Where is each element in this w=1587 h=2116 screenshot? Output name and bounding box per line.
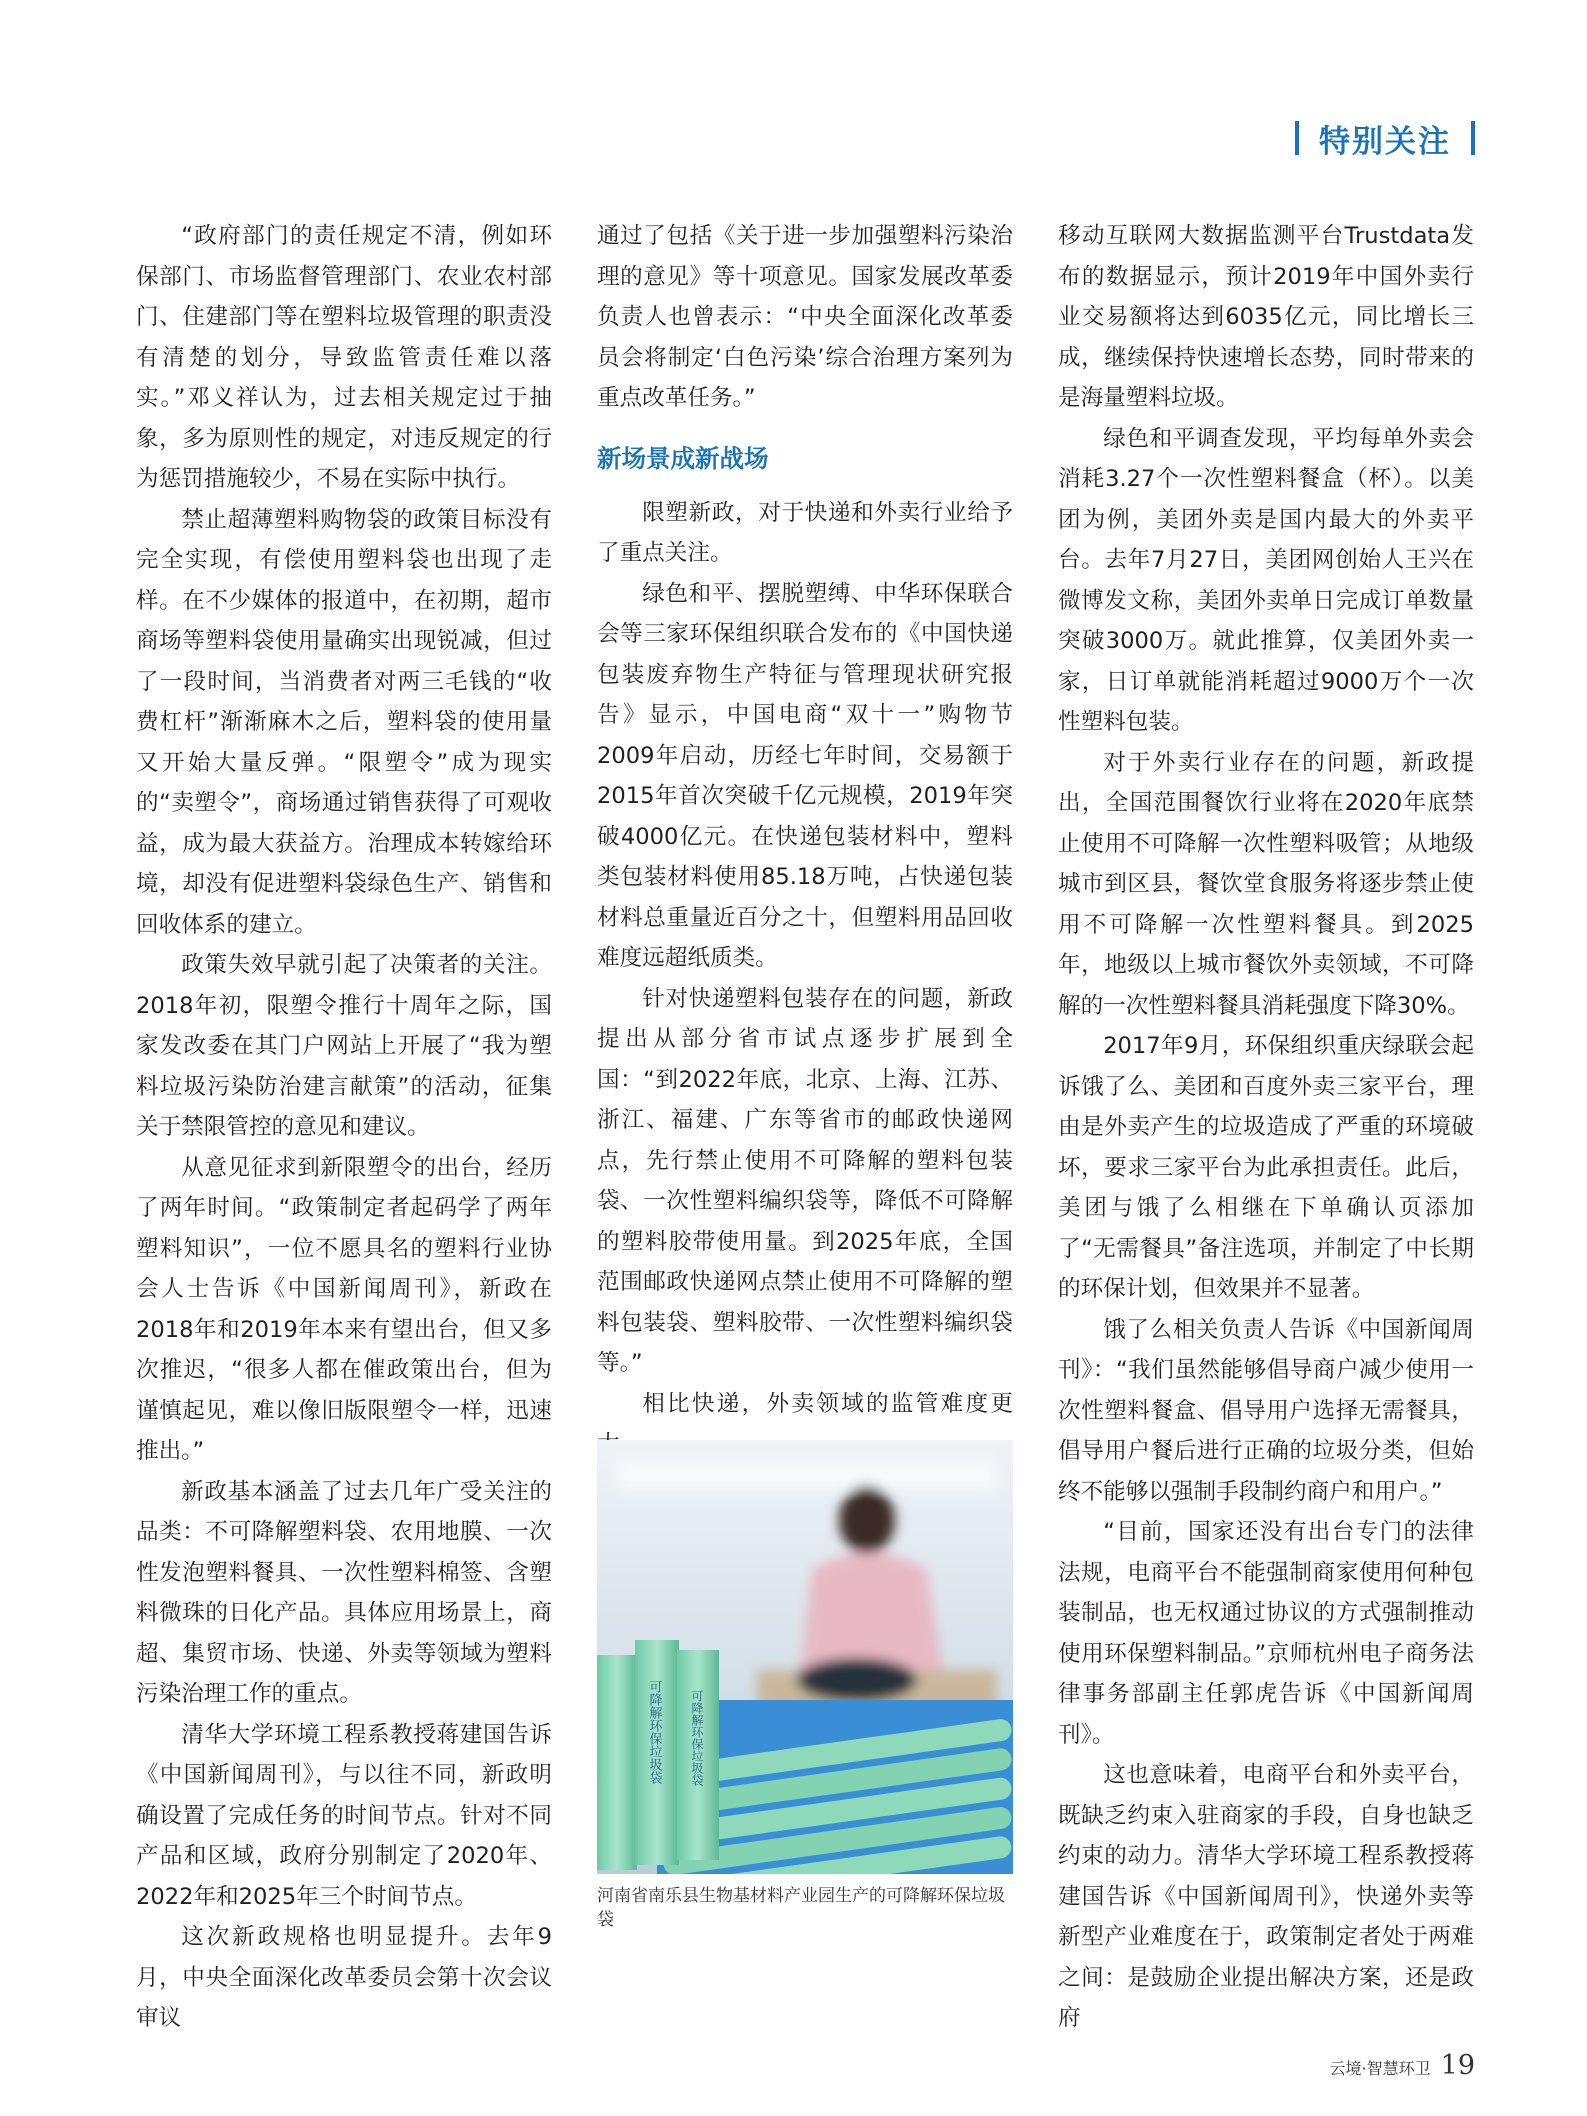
header-bar-right [1471, 121, 1475, 155]
paragraph: 饿了么相关负责人告诉《中国新闻周刊》：“我们虽然能够倡导商户减少使用一次性塑料餐盒、倡导用户选择无需餐具，倡导用户餐后进行正确的垃圾分类，但始终不能够以强制手段制约商户和用户。” [1058, 1316, 1474, 1505]
roll-label-2: 可降解环保垃圾袋 [690, 1690, 704, 1786]
subheading: 新场景成新战场 [597, 443, 769, 473]
paragraph: 这也意味着，电商平台和外卖平台，既缺乏约束入驻商家的手段，自身也缺乏约束的动力。清华大学环境工程系教授蒋建国告诉《中国新闻周刊》，快递外卖等新型产业难度在于，政策制定者处于两难之间：是鼓励企业提出解决方案，还是政府 [1058, 1762, 1474, 2031]
paragraph: 禁止超薄塑料购物袋的政策目标没有完全实现，有偿使用塑料袋也出现了走样。在不少媒体的报道中，在初期，超市商场等塑料袋使用量确实出现锐减，但过了一段时间，当消费者对两三毛钱的“收费杠杆”渐渐麻木之后，塑料袋的使用量又开始大量反弹。“限塑令”成为现实的“卖塑令”，商场通过销售获得了可观收益，成为最大获益方。治理成本转嫁给环境，却没有促进塑料袋绿色生产、销售和回收体系的建立。 [136, 506, 552, 938]
paragraph: 限塑新政，对于快递和外卖行业给予了重点关注。 [597, 499, 1013, 566]
paragraph: 针对快递塑料包装存在的问题，新政提出从部分省市试点逐步扩展到全国：“到2022年底，北京、上海、江苏、浙江、福建、广东等省市的邮政快递网点，先行禁止使用不可降解的塑料包装袋、一次性塑料编织袋等，降低不可降解的塑料胶带使用量。到2025年底，全国范围邮政快递网点禁止使用不可降解的塑料包装袋、塑料胶带、一次性塑料编织袋等。” [597, 985, 1013, 1376]
paragraph-continued: 移动互联网大数据监测平台Trustdata发布的数据显示，预计2019年中国外卖行业交易额将达到6035亿元，同比增长三成，继续保持快速增长态势，同时带来的是海量塑料垃圾。 [1058, 223, 1474, 411]
page-number: 19 [1440, 2050, 1475, 2081]
paragraph: “目前，国家还没有出台专门的法律法规，电商平台不能强制商家使用何种包装制品，也无权通过协议的方式强制推动使用环保塑料制品。”京师杭州电子商务法律事务部副主任郭虎告诉《中国新闻周刊》。 [1058, 1519, 1474, 1748]
roll-label: 可降解环保垃圾袋 [646, 1680, 662, 1784]
upright-rolls [597, 1640, 719, 1870]
footer-brand: 云境·智慧环卫 [1329, 2059, 1431, 2078]
photo-caption: 河南省南乐县生物基材料产业园生产的可降解环保垃圾袋 [597, 1886, 1005, 1930]
section-title: 特别关注 [1319, 123, 1451, 160]
paragraph: 相比快递，外卖领域的监管难度更 [642, 1390, 1013, 1417]
paragraph: 这次新政规格也明显提升。去年9月，中央全面深化改革委员会第十次会议审议 [136, 1924, 552, 2031]
paragraph: 2017年9月，环保组织重庆绿联会起诉饿了么、美团和百度外卖三家平台，理由是外卖产生的垃圾造成了严重的环境破坏，要求三家平台为此承担责任。此后，美团与饿了么相继在下单确认页添加了“无需餐具”备注选项，并制定了中长期的环保计划，但效果并不显著。 [1058, 1033, 1474, 1302]
article-column-2 [597, 216, 1013, 1465]
paragraph: 绿色和平、摆脱塑缚、中华环保联合会等三家环保组织联合发布的《中国快递包装废弃物生产特征与管理现状研究报告》显示，中国电商“双十一”购物节2009年启动，历经七年时间，交易额于2015年首次突破千亿元规模，2019年突破4000亿元。在快递包装材料中，塑料类包装材料使用85.18万吨，占快递包装材料总重量近百分之十，但塑料用品回收难度远超纸质类。 [597, 580, 1013, 971]
article-column-1 [136, 216, 552, 2039]
paragraph: 新政基本涵盖了过去几年广受关注的品类：不可降解塑料袋、农用地膜、一次性发泡塑料餐具、一次性塑料棉签、含塑料微珠的日化产品。具体应用场景上，商超、集贸市场、快递、外卖等领域为塑料污染治理工作的重点。 [136, 1478, 552, 1707]
page-footer [1330, 2050, 1475, 2081]
section-header [1295, 116, 1475, 160]
photo-illustration [597, 1440, 1013, 1874]
paragraph: 对于外卖行业存在的问题，新政提出，全国范围餐饮行业将在2020年底禁止使用不可降解一次性塑料吸管；从地级城市到区县，餐饮堂食服务将逐步禁止使用不可降解一次性塑料餐具。到2025年，地级以上城市餐饮外卖领域，不可降解的一次性塑料餐具消耗强度下降30%。 [1058, 749, 1474, 1019]
article-photo [597, 1440, 1013, 1874]
paragraph-continued: 通过了包括《关于进一步加强塑料污染治理的意见》等十项意见。国家发展改革委负责人也曾表示：“中央全面深化改革委员会将制定‘白色污染’综合治理方案列为重点改革任务。” [597, 223, 1013, 411]
article-column-3 [1058, 216, 1474, 2039]
paragraph: “政府部门的责任规定不清，例如环保部门、市场监督管理部门、农业农村部门、住建部门等在塑料垃圾管理的职责没有清楚的划分，导致监管责任难以落实。”邓义祥认为，过去相关规定过于抽象，多为原则性的规定，对违反规定的行为惩罚措施较少，不易在实际中执行。 [136, 223, 552, 492]
paragraph: 政策失效早就引起了决策者的关注。2018年初，限塑令推行十周年之际，国家发改委在其门户网站上开展了“我为塑料垃圾污染防治建言献策”的活动，征集关于禁限管控的意见和建议。 [136, 952, 552, 1140]
paragraph: 清华大学环境工程系教授蒋建国告诉《中国新闻周刊》，与以往不同，新政明确设置了完成任务的时间节点。针对不同产品和区域，政府分别制定了2020年、2022年和2025年三个时间节点。 [136, 1721, 552, 1910]
paragraph: 绿色和平调查发现，平均每单外卖会消耗3.27个一次性塑料餐盒（杯）。以美团为例，美团外卖是国内最大的外卖平台。去年7月27日，美团网创始人王兴在微博发文称，美团外卖单日完成订单数量突破3000万。就此推算，仅美团外卖一家，日订单就能消耗超过9000万个一次性塑料包装。 [1058, 425, 1474, 735]
paragraph: 从意见征求到新限塑令的出台，经历了两年时间。“政策制定者起码学了两年塑料知识”，一位不愿具名的塑料行业协会人士告诉《中国新闻周刊》，新政在2018年和2019年本来有望出台，但又多次推迟，“很多人都在催政策出台，但为谨慎起见，难以像旧版限塑令一样，迅速推出。” [136, 1154, 552, 1464]
header-bar-left [1295, 121, 1299, 155]
